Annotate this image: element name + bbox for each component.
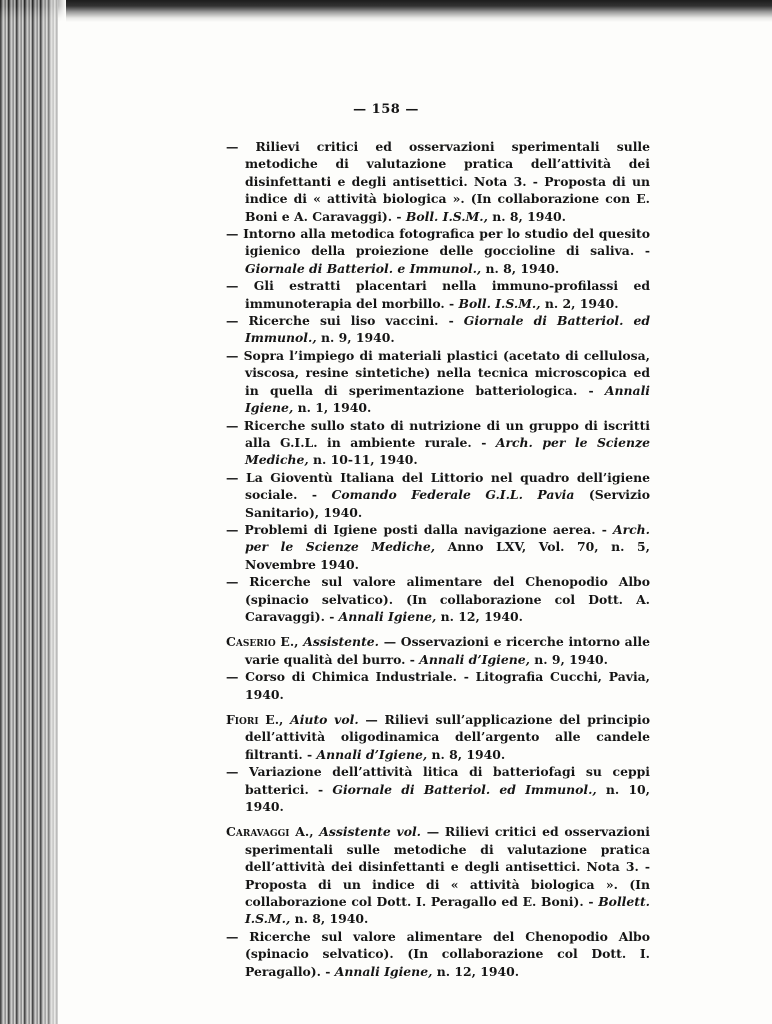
journal-name: Arch. per le Scienze Mediche, (245, 434, 650, 468)
entry-citation: n. 10, 1940. (245, 781, 650, 815)
bibliography-entry (226, 312, 650, 347)
entry-citation: Anno LXV, Vol. 70, n. 5, Novembre 1940. (245, 539, 650, 572)
entry-citation: n. 10-11, 1940. (308, 452, 418, 468)
bibliography-entry (226, 573, 650, 625)
journal-name: Comando Federale G.I.L. Pavia (331, 487, 575, 503)
entry-citation: n. 8, 1940. (481, 260, 560, 276)
author-role: Aiuto vol. (290, 712, 359, 727)
bibliography-entry (226, 138, 650, 225)
entry-citation: n. 2, 1940. (540, 295, 619, 311)
scan-top-edge (0, 0, 772, 22)
entry-citation: n. 8, 1940. (487, 208, 566, 224)
entry-text: — Sopra l’impiego di materiali plastici (acetato di cellulosa, viscosa, resine sintetiche) nella tecnica microscopica ed in quella di sperimentazione batteriologica. - (226, 347, 650, 398)
journal-name: Annali Igiene, (334, 963, 433, 979)
entry-citation: n. 8, 1940. (427, 746, 506, 762)
author-name: Fiori (226, 712, 259, 727)
bibliography-list (226, 138, 650, 980)
author-role: Assistente vol. (319, 824, 421, 840)
bibliography-entry (226, 277, 650, 312)
bibliography-entry (226, 521, 650, 573)
entry-text: — Intorno alla metodica fotografica per lo studio del quesito igienico della proiezione delle goccioline di saliva. - (226, 226, 650, 259)
journal-name: Bollett. I.S.M., (245, 894, 650, 927)
entry-citation: n. 12, 1940. (432, 963, 520, 979)
entry-citation: n. 1, 1940. (293, 400, 372, 416)
author-entry-caserio (226, 633, 650, 668)
entry-text: — La Gioventù Italiana del Littorio nel quadro dell’igiene sociale. - (226, 469, 650, 503)
author-name: Caserio (226, 634, 276, 650)
entry-text: — Ricerche sui liso vaccini. - (226, 313, 464, 329)
entry-text: — Osservazioni e ricerche intorno alle varie qualità del burro. - (245, 634, 650, 667)
bibliography-entry (226, 928, 650, 980)
entry-text: — Problemi di Igiene posti dalla navigazione aerea. - (226, 521, 613, 537)
entry-text: — Variazione dell’attività litica di batteriofagi su ceppi batterici. - (226, 764, 650, 797)
author-entry-caravaggi (226, 823, 650, 927)
spine-shadow (40, 0, 66, 1024)
author-name: Caravaggi (226, 824, 290, 840)
entry-text: — Rilievi critici ed osservazioni sperimentali sulle metodiche di valutazione pratica dell’attività dei disinfettanti e degli antisettici. Nota 3. - Proposta di un indice di « attività biologica ». (In collaborazione col Dott. I. Peragallo ed E. Boni). - (245, 824, 650, 910)
journal-name: Boll. I.S.M., (405, 208, 488, 224)
journal-name: Annali Igiene, (245, 382, 650, 416)
author-role: Assistente. (303, 634, 379, 650)
author-initial: E., (275, 634, 304, 650)
entry-citation: n. 9, 1940. (529, 651, 608, 667)
author-initial: E., (258, 712, 291, 727)
entry-citation: n. 12, 1940. (436, 608, 523, 624)
bibliography-entry (226, 469, 650, 521)
entry-text: — Corso di Chimica Industriale. - Litografia Cucchi, Pavia, 1940. (226, 669, 650, 702)
journal-name: Annali d’Igiene, (316, 746, 428, 762)
journal-name: Arch. per le Scienze Mediche, (245, 521, 650, 555)
bibliography-entry (226, 225, 650, 277)
journal-name: Annali Igiene, (338, 608, 437, 624)
page-number: — 158 — (353, 102, 419, 117)
bibliography-entry (226, 417, 650, 469)
journal-name: Giornale di Batteriol. ed Immunol., (332, 781, 597, 797)
entry-citation: n. 9, 1940. (316, 330, 395, 346)
journal-name: Annali d’Igiene, (419, 651, 530, 667)
entry-text: — Ricerche sullo stato di nutrizione di un gruppo di iscritti alla G.I.L. in ambiente rurale. - (226, 417, 650, 450)
entry-citation: n. 8, 1940. (290, 911, 369, 927)
bibliography-entry (226, 347, 650, 417)
bibliography-entry (226, 763, 650, 815)
entry-text: — Ricerche sul valore alimentare del Chenopodio Albo (spinacio selvatico). (In collaborazione col Dott. I. Peragallo). - (226, 928, 650, 979)
bibliography-entry (226, 668, 650, 703)
entry-text: — Ricerche sul valore alimentare del Chenopodio Albo (spinacio selvatico). (In collaborazione col Dott. A. Caravaggi). - (226, 574, 650, 624)
entry-citation: (Servizio Sanitario), 1940. (245, 487, 650, 520)
author-initial: A., (289, 824, 320, 840)
journal-name: Boll. I.S.M., (458, 295, 541, 311)
entry-text: — Gli estratti placentari nella immuno-profilassi ed immunoterapia del morbillo. - (226, 278, 650, 311)
journal-name: Giornale di Batteriol. e Immunol., (245, 260, 482, 276)
entry-text: — Rilievi critici ed osservazioni sperimentali sulle metodiche di valutazione pratica dell’attività dei disinfettanti e degli antisettici. Nota 3. - Proposta di un indice di « attività biologica ». (In collaborazione con E. Boni e A. Caravaggi). - (226, 139, 650, 224)
journal-name: Giornale di Batteriol. ed Immunol., (245, 313, 651, 346)
entry-text: — Rilievi sull’applicazione del principio dell’attività oligodinamica dell’argento alle candele filtranti. - (245, 712, 651, 762)
author-entry-fiori (226, 711, 650, 763)
